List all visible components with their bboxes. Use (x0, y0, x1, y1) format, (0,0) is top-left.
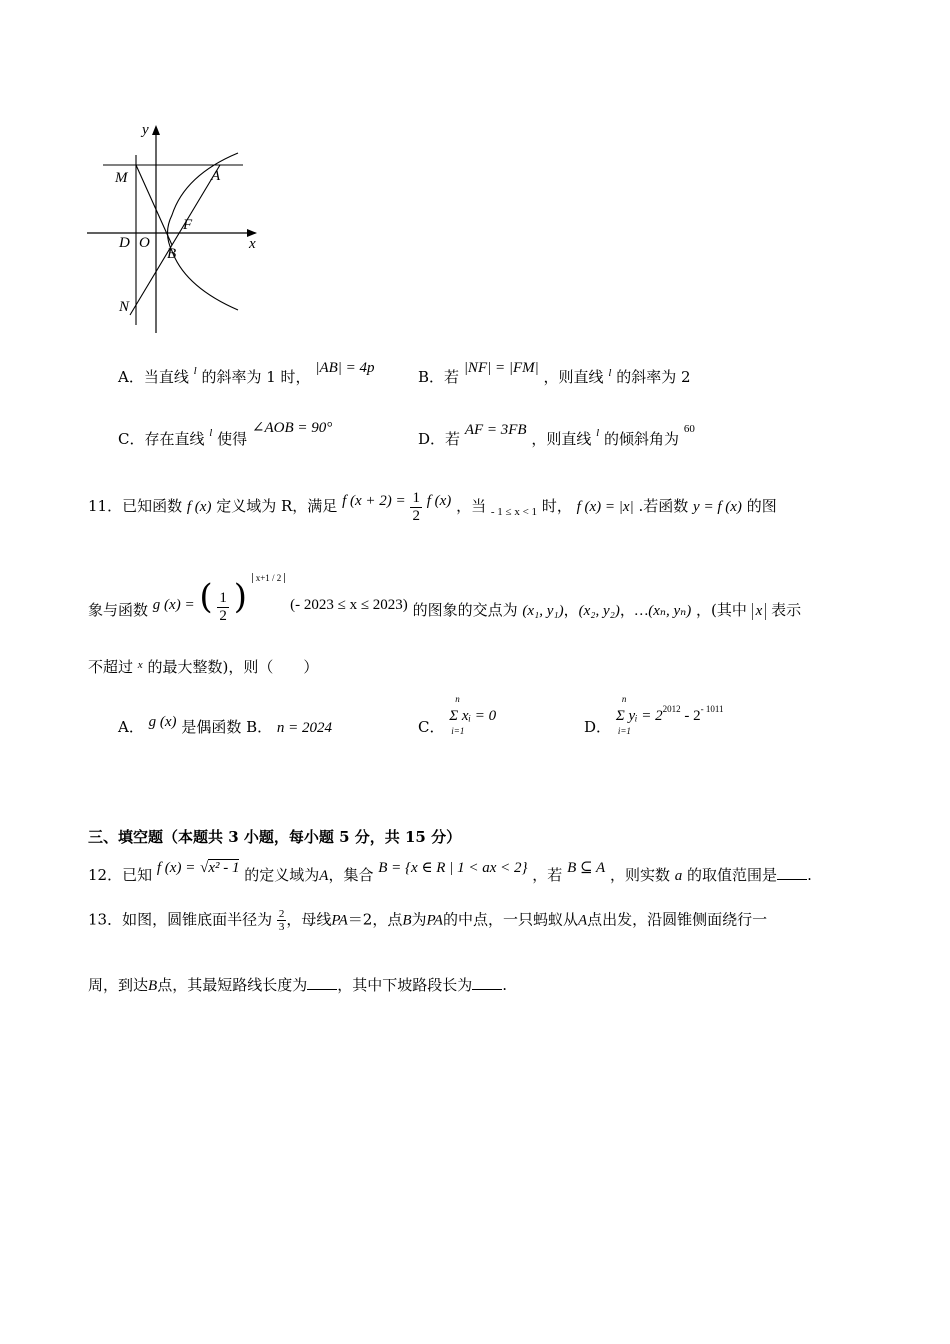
q13-is: 为 (411, 910, 427, 929)
label-y: y (142, 122, 149, 138)
q12-sqrt-body: x² - 1 (208, 860, 240, 876)
q11-line3-end: 的最大整数)，则（ ） (147, 658, 319, 676)
q12-subset: B ⊆ A (567, 860, 606, 876)
label-O: O (139, 235, 150, 251)
label-D: D (119, 235, 130, 251)
q10-optB-end: 的斜率为 2 (616, 368, 691, 386)
q13-slant: ，母线 (286, 910, 332, 929)
q13-A: A (577, 912, 588, 929)
q13-line1-end: 点出发，沿圆锥侧面绕行一 (587, 910, 768, 929)
q13-line2 (88, 974, 507, 995)
q11-abs-eq: f (x) = |x| (576, 499, 634, 515)
q13-line1 (88, 908, 767, 933)
q11-optA-text: 是偶函数 B． (181, 718, 273, 736)
q13-frac-num: 2 (278, 908, 285, 920)
q11-point-1: (x₁, y₁) (522, 603, 564, 619)
q10-optD-label: D．若 (418, 430, 461, 448)
q11-g-paren: ( (199, 577, 213, 617)
q11-optD-minus: - 2 (680, 708, 701, 724)
q11-denotes: 表示 (771, 601, 802, 619)
q10-optC-formula: ∠AOB = 90° (251, 420, 333, 436)
q12-range-text: 的取值范围是 (687, 866, 778, 884)
q11-optC-sum: Σ xᵢ = 0 (449, 708, 497, 724)
q11-f: f (x) (186, 499, 212, 515)
q10-optC-label: C．存在直线 (118, 430, 205, 448)
q11-optC-sum-block (449, 694, 497, 736)
q11-option-c (418, 694, 497, 736)
q10-option-a (118, 360, 375, 387)
q11-sep1: ， (563, 601, 579, 619)
q11-intro: 11．已知函数 (88, 497, 183, 515)
q13-B: B (402, 912, 412, 929)
q11-g-exponent: x+1 / 2 (252, 573, 286, 583)
q11-then: 时， (541, 497, 572, 515)
q11-intersect-text: 的图象的交点为 (412, 601, 518, 619)
q13-B2: B (148, 978, 158, 994)
q13-downhill: ，其中下坡路段长为 (337, 976, 473, 994)
q13-end: . (502, 976, 507, 994)
q12-a: a (674, 868, 683, 884)
q11-g-den: 2 (219, 607, 227, 624)
q11-range: (- 2023 ≤ x ≤ 2023) (290, 597, 408, 613)
q12-sqrt-sign: √ (200, 860, 209, 876)
q11-if-fn: .若函数 (638, 497, 689, 515)
q11-where: ，(其中 (696, 601, 747, 619)
q10-optA-l: l (193, 365, 197, 377)
q13-intro: 13．如图，圆锥底面半径为 (88, 910, 273, 929)
q11-domain-text: 定义域为 R，满足 (216, 497, 338, 515)
q13-shortest: 点，其最短路线长度为 (157, 976, 308, 994)
q11-optB-n: n = 2024 (276, 720, 333, 736)
q10-optB-label: B．若 (418, 368, 460, 386)
q10-optD-value: 60 (683, 423, 695, 435)
q11-line2-start: 象与函数 (88, 601, 149, 619)
q11-sep2: ， (619, 601, 635, 619)
q11-optD-exp1: 2012 (662, 704, 681, 714)
label-F: F (183, 217, 193, 233)
q11-eq-left: f (x + 2) = (342, 493, 406, 509)
q11-point-2: (x₂, y₂) (578, 603, 620, 619)
q11-floor-x: x (752, 603, 767, 620)
q13-frac-den: 3 (278, 921, 285, 934)
q11-y-eq: y = f (x) (693, 499, 742, 515)
q11-g: g (x) = (152, 597, 195, 613)
q10-option-b (418, 360, 691, 387)
q11-optD-exp2: - 1011 (700, 704, 724, 714)
q11-option-d (584, 694, 724, 736)
q13-eq: ＝2，点 (347, 910, 403, 929)
label-B: B (167, 246, 177, 262)
q13-radius-fraction (277, 908, 287, 933)
q11-optD-sum-block (615, 694, 724, 736)
q12-answer-blank[interactable] (777, 867, 807, 880)
q10-optC-l: l (209, 427, 213, 439)
q10-optB-formula: |NF| = |FM| (463, 360, 539, 376)
q11-optC-bot: i=1 (451, 726, 465, 736)
q12-f: f (x) = (156, 860, 196, 876)
q10-optA-label: A．当直线 (118, 368, 189, 386)
label-M: M (115, 170, 128, 186)
parabola-figure (85, 115, 275, 340)
q10-optD-text: ，则直线 (531, 430, 592, 448)
q11-optD-sum: Σ yᵢ = 2 (615, 708, 663, 724)
q11-optD-top: n (621, 694, 627, 704)
q11-frac-den: 2 (412, 507, 420, 524)
q11-line3 (88, 656, 318, 677)
q10-optD-end: 的倾斜角为 (604, 430, 680, 448)
q11-optC-label: C． (418, 718, 445, 736)
q11-line1-end: 的图 (746, 497, 777, 515)
q12-A: A (319, 868, 329, 884)
label-N: N (119, 299, 130, 315)
q13-line2-start: 周，到达 (88, 976, 149, 994)
q10-option-c (118, 420, 333, 449)
q13-answer-blank-2[interactable] (472, 977, 502, 990)
q13-midpoint: 的中点，一只蚂蚁从 (442, 910, 578, 929)
section3-heading: 三、填空题（本题共 3 小题，每小题 5 分，共 15 分） (88, 828, 462, 846)
q10-option-d (418, 422, 695, 449)
q13-PA2: PA (426, 912, 443, 929)
q12 (88, 856, 812, 884)
q11-option-a (118, 710, 333, 736)
q11-line3-start: 不超过 (88, 658, 134, 676)
label-x: x (249, 236, 256, 252)
q11-optD-label: D． (584, 718, 612, 736)
q11-cond: - 1 ≤ x < 1 (490, 506, 538, 518)
y-axis-arrow (152, 125, 160, 135)
q12-if: ，若 (532, 866, 563, 884)
q12-sqrt (200, 858, 239, 877)
parabola-curve (168, 153, 239, 310)
q10-optD-formula: AF = 3FB (464, 422, 527, 438)
q11-optA-label: A． (118, 718, 144, 736)
q11-when: ，当 (456, 497, 487, 515)
q12-intro: 12．已知 (88, 866, 153, 884)
q13-PA: PA (331, 912, 348, 929)
q11-eq-right: f (x) (426, 493, 452, 509)
q11-line3-x: x (137, 659, 143, 671)
q11-point-n: …(xₙ, yₙ) (634, 603, 692, 619)
q10-optB-text: ，则直线 (543, 368, 604, 386)
q10-optC-text: 使得 (217, 430, 248, 448)
q11-fraction (410, 490, 422, 524)
q11-g-paren-close: ) (233, 577, 247, 617)
q11-g-num: 1 (219, 590, 227, 606)
q11-optA-g: g (x) (148, 714, 177, 730)
q10-optA-formula: |AB| = 4p (315, 360, 375, 376)
q10-optD-l: l (596, 427, 600, 439)
q10-optA-text: 的斜率为 1 时， (201, 368, 311, 386)
q11-optD-bot: i=1 (617, 726, 631, 736)
label-A: A (211, 168, 221, 184)
q12-set-text: ，集合 (328, 866, 374, 884)
q12-end: . (807, 866, 812, 884)
q12-domain: 的定义域为 (244, 866, 320, 884)
q12-set-B: B = {x ∈ R | 1 < ax < 2} (378, 860, 528, 876)
q13-answer-blank-1[interactable] (307, 977, 337, 990)
q12-real: ，则实数 (609, 866, 670, 884)
q11-line2 (88, 573, 802, 624)
q11-frac-num: 1 (412, 490, 420, 506)
q11-line1 (88, 490, 777, 524)
q11-g-fraction (217, 590, 229, 624)
q11-optC-top: n (455, 694, 460, 704)
q10-optB-l: l (608, 367, 612, 379)
